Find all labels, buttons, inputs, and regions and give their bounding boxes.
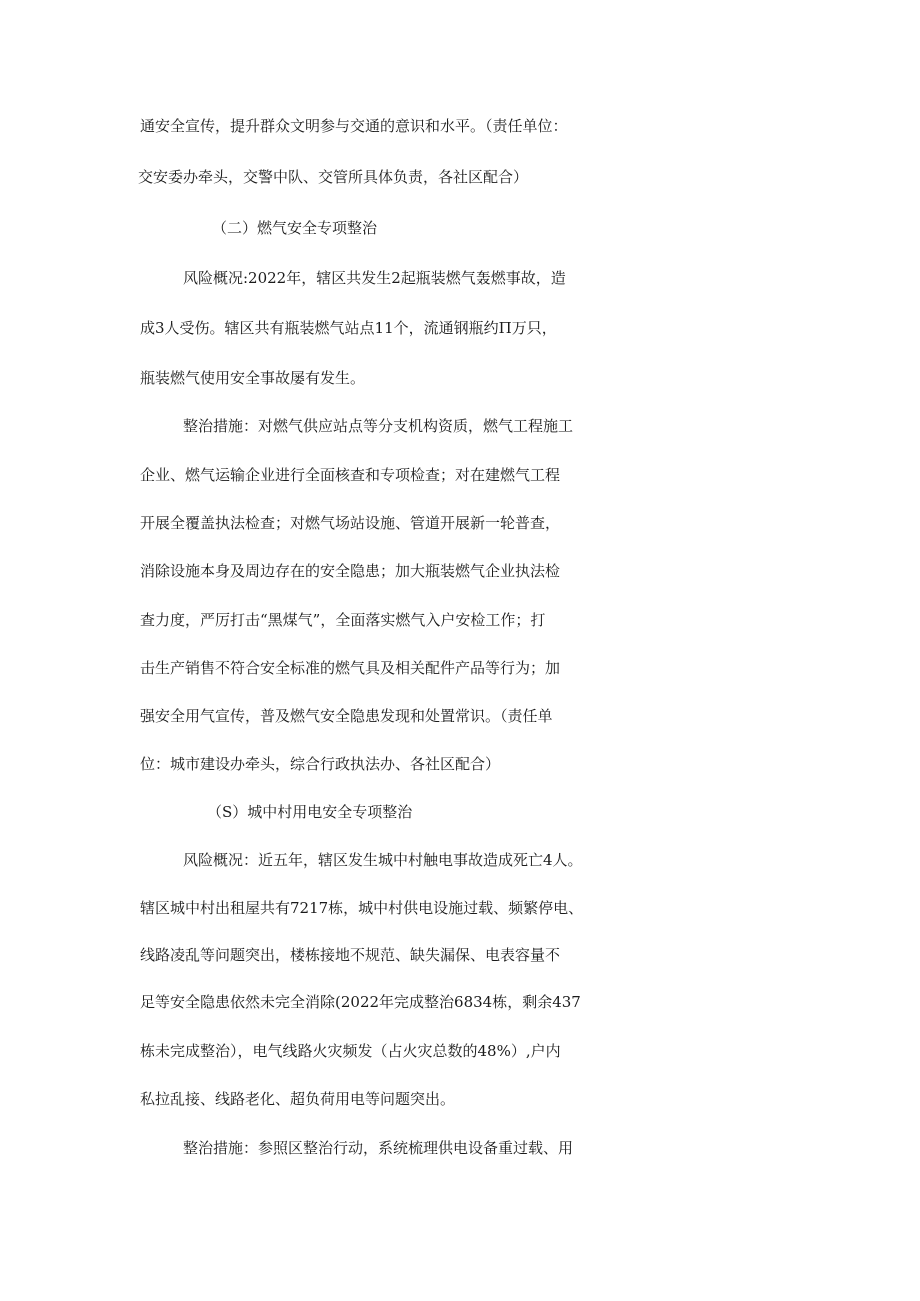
text-line: 瓶装燃气使用安全事故屡有发生。: [140, 369, 366, 387]
text-line: 查力度，严厉打击“黑煤气”，全面落实燃气入户安检工作；打: [140, 611, 546, 629]
text-line: 成3人受伤。辖区共有瓶装燃气站点11个，流通钢瓶约Π万只，: [140, 319, 557, 337]
text-line: 通安全宣传，提升群众文明参与交通的意识和水平。（责任单位：: [140, 117, 568, 135]
text-line: 风险概况:2022年，辖区共发生2起瓶装燃气轰燃事故，造: [183, 269, 566, 287]
text-line: 风险概况：近五年，辖区发生城中村触电事故造成死亡4人。: [183, 851, 583, 869]
text-line: 整治措施：对燃气供应站点等分支机构资质，燃气工程施工: [183, 417, 574, 435]
text-line: 私拉乱接、线路老化、超负荷用电等问题突出。: [140, 1090, 456, 1108]
section-heading: （二）燃气安全专项整治: [212, 219, 378, 237]
text-line: 线路凌乱等问题突出，楼栋接地不规范、缺失漏保、电表容量不: [140, 946, 561, 964]
text-line: 交安委办牵头，交警中队、交管所具体负责，各社区配合）: [138, 168, 529, 186]
text-line: 栋未完成整治），电气线路火灾频发（占火灾总数的48%）,户内: [140, 1042, 561, 1060]
text-line: 强安全用气宣传，普及燃气安全隐患发现和处置常识。（责任单: [140, 707, 553, 725]
text-line: 位：城市建设办牵头，综合行政执法办、各社区配合）: [140, 755, 501, 773]
text-line: 击生产销售不符合安全标准的燃气具及相关配件产品等行为；加: [140, 659, 561, 677]
section-heading: （S）城中村用电安全专项整治: [207, 803, 413, 821]
text-line: 辖区城中村出租屋共有7217栋，城中村供电设施过载、频繁停电、: [140, 899, 584, 917]
text-line: 消除设施本身及周边存在的安全隐患；加大瓶装燃气企业执法检: [140, 562, 561, 580]
text-line: 企业、燃气运输企业进行全面核查和专项检查；对在建燃气工程: [140, 466, 561, 484]
text-line: 足等安全隐患依然未完全消除(2022年完成整治6834栋，剩余437: [140, 993, 581, 1011]
text-line: 开展全覆盖执法检查；对燃气场站设施、管道开展新一轮普查，: [140, 514, 561, 532]
text-line: 整治措施：参照区整治行动，系统梳理供电设备重过载、用: [183, 1139, 574, 1157]
